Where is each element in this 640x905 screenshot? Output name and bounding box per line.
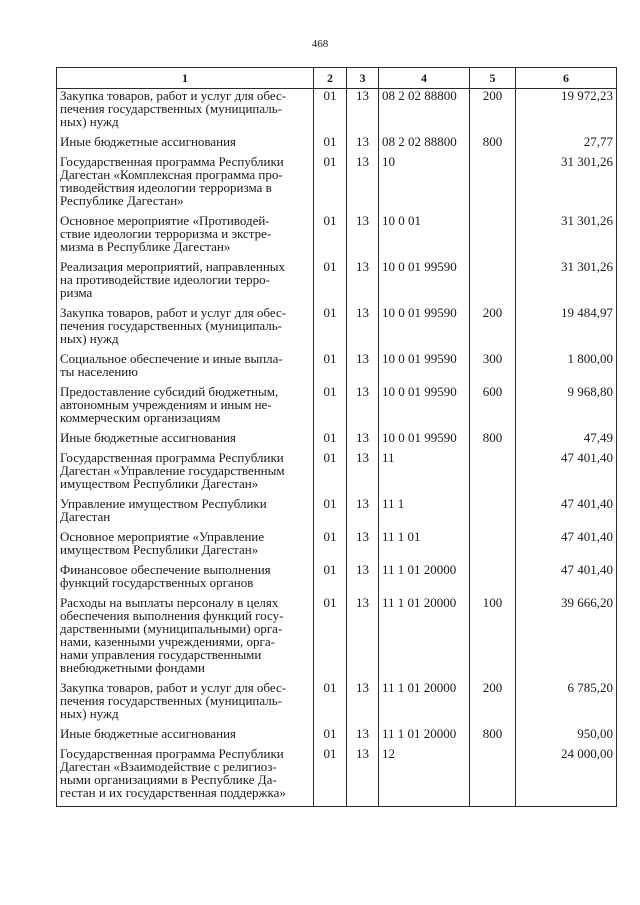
row-name-line: ных) нужд: [60, 706, 119, 721]
row-c4-cell: 11 1 01 20000: [379, 681, 470, 727]
row-name-cell: [57, 135, 314, 155]
row-name-line: Государственная программа Республики: [60, 450, 284, 465]
row-name-cell: [57, 497, 314, 530]
header-cell-2: 2: [314, 68, 347, 89]
row-c6-cell: 47 401,40: [516, 451, 617, 497]
row-name-line: Закупка товаров, работ и услуг для обес-: [60, 680, 287, 695]
row-c4-cell: 10: [379, 155, 470, 214]
row-c4-cell: 08 2 02 88800: [379, 89, 470, 136]
row-c6-cell: 19 972,23: [516, 89, 617, 136]
row-c2-cell: 01: [314, 681, 347, 727]
row-name-line: ризма: [60, 285, 93, 300]
row-name-line: ных) нужд: [60, 331, 119, 346]
row-name-line: имуществом Республики Дагестан»: [60, 476, 259, 491]
row-c2-cell: 01: [314, 451, 347, 497]
row-c5-cell: 200: [470, 306, 516, 352]
table-body: [57, 89, 617, 807]
header-cell-1: 1: [57, 68, 314, 89]
row-c6-cell: 31 301,26: [516, 155, 617, 214]
row-name-line: Закупка товаров, работ и услуг для обес-: [60, 88, 287, 103]
row-name-line: печения государственных (муниципаль-: [60, 693, 283, 708]
row-name-line: Иные бюджетные ассигнования: [60, 134, 237, 149]
row-c3-cell: 13: [347, 563, 379, 596]
row-c2-cell: 01: [314, 431, 347, 451]
row-name-line: ных) нужд: [60, 114, 119, 129]
row-name-line: печения государственных (муниципаль-: [60, 318, 283, 333]
header-cell-5: 5: [470, 68, 516, 89]
row-c6-cell: 27,77: [516, 135, 617, 155]
row-name-cell: [57, 530, 314, 563]
table-row: [57, 385, 617, 431]
row-c3-cell: 13: [347, 260, 379, 306]
row-c4-cell: 11 1 01: [379, 530, 470, 563]
row-c4-cell: 10 0 01 99590: [379, 306, 470, 352]
row-name-cell: [57, 431, 314, 451]
row-name-line: Финансовое обеспечение выполнения: [60, 562, 271, 577]
row-name-line: Предоставление субсидий бюджетным,: [60, 384, 279, 399]
row-name-line: автономным учреждениям и иным не-: [60, 397, 272, 412]
row-name-line: ными организациями в Республике Да-: [60, 772, 277, 787]
table-row: [57, 563, 617, 596]
row-name-cell: [57, 681, 314, 727]
row-c6-cell: 31 301,26: [516, 214, 617, 260]
table-row: [57, 727, 617, 747]
row-name-line: Закупка товаров, работ и услуг для обес-: [60, 305, 287, 320]
row-c6-cell: 19 484,97: [516, 306, 617, 352]
row-c3-cell: 13: [347, 306, 379, 352]
row-name-cell: [57, 89, 314, 136]
row-c4-cell: 11 1 01 20000: [379, 596, 470, 681]
row-name-line: Основное мероприятие «Управление: [60, 529, 265, 544]
row-c3-cell: 13: [347, 747, 379, 807]
row-c5-cell: [470, 260, 516, 306]
row-c3-cell: 13: [347, 135, 379, 155]
table-row: [57, 497, 617, 530]
row-c3-cell: 13: [347, 451, 379, 497]
row-c6-cell: 47 401,40: [516, 530, 617, 563]
header-cell-6: 6: [516, 68, 617, 89]
table-row: [57, 431, 617, 451]
row-name-line: нами, казенными учреждениями, орга-: [60, 634, 275, 649]
row-name-line: Социальное обеспечение и иные выпла-: [60, 351, 283, 366]
row-name-cell: [57, 260, 314, 306]
row-c3-cell: 13: [347, 431, 379, 451]
row-c4-cell: 12: [379, 747, 470, 807]
row-c6-cell: 47 401,40: [516, 563, 617, 596]
row-c5-cell: [470, 563, 516, 596]
row-c5-cell: 800: [470, 727, 516, 747]
row-c2-cell: 01: [314, 214, 347, 260]
row-c5-cell: [470, 451, 516, 497]
row-c5-cell: [470, 497, 516, 530]
row-c2-cell: 01: [314, 385, 347, 431]
row-c2-cell: 01: [314, 530, 347, 563]
row-c6-cell: 1 800,00: [516, 352, 617, 385]
row-name-line: Управление имуществом Республики: [60, 496, 267, 511]
table-row: [57, 89, 617, 136]
row-c2-cell: 01: [314, 596, 347, 681]
row-name-line: Государственная программа Республики: [60, 154, 284, 169]
row-name-cell: [57, 385, 314, 431]
row-c3-cell: 13: [347, 352, 379, 385]
row-c3-cell: 13: [347, 681, 379, 727]
header-cell-3: 3: [347, 68, 379, 89]
row-name-line: ствие идеологии терроризма и экстре-: [60, 226, 272, 241]
row-c3-cell: 13: [347, 385, 379, 431]
row-c5-cell: 200: [470, 681, 516, 727]
table-row: [57, 352, 617, 385]
row-name-line: Государственная программа Республики: [60, 746, 284, 761]
row-c2-cell: 01: [314, 727, 347, 747]
budget-table: [56, 67, 617, 807]
row-name-line: обеспечения выполнения функций госу-: [60, 608, 284, 623]
row-c6-cell: 31 301,26: [516, 260, 617, 306]
row-name-line: дарственными (муниципальными) орга-: [60, 621, 283, 636]
row-c2-cell: 01: [314, 260, 347, 306]
header-cell-4: 4: [379, 68, 470, 89]
row-c5-cell: [470, 530, 516, 563]
table-row: [57, 155, 617, 214]
table-row: [57, 260, 617, 306]
row-name-line: функций государственных органов: [60, 575, 254, 590]
row-name-line: Дагестан «Управление государственным: [60, 463, 285, 478]
row-c3-cell: 13: [347, 530, 379, 563]
table-row: [57, 530, 617, 563]
row-c3-cell: 13: [347, 214, 379, 260]
row-name-line: Иные бюджетные ассигнования: [60, 430, 237, 445]
row-c2-cell: 01: [314, 352, 347, 385]
row-name-line: коммерческим организациям: [60, 410, 221, 425]
row-c2-cell: 01: [314, 155, 347, 214]
table-row: [57, 135, 617, 155]
row-c6-cell: 24 000,00: [516, 747, 617, 807]
row-c3-cell: 13: [347, 155, 379, 214]
row-c2-cell: 01: [314, 306, 347, 352]
row-c2-cell: 01: [314, 747, 347, 807]
row-name-line: Дагестан: [60, 509, 111, 524]
row-c4-cell: 10 0 01 99590: [379, 431, 470, 451]
row-c4-cell: 11 1 01 20000: [379, 563, 470, 596]
row-c6-cell: 47 401,40: [516, 497, 617, 530]
row-name-line: имуществом Республики Дагестан»: [60, 542, 259, 557]
row-name-line: на противодействие идеологии терро-: [60, 272, 270, 287]
row-c6-cell: 9 968,80: [516, 385, 617, 431]
row-c6-cell: 6 785,20: [516, 681, 617, 727]
row-c6-cell: 47,49: [516, 431, 617, 451]
row-name-line: Дагестан «Взаимодействие с религиоз-: [60, 759, 277, 774]
row-c6-cell: 39 666,20: [516, 596, 617, 681]
row-c4-cell: 10 0 01 99590: [379, 352, 470, 385]
row-c5-cell: 600: [470, 385, 516, 431]
row-c2-cell: 01: [314, 89, 347, 136]
row-name-line: Дагестан «Комплексная программа про-: [60, 167, 283, 182]
row-c4-cell: 11: [379, 451, 470, 497]
row-name-cell: [57, 352, 314, 385]
row-c4-cell: 10 0 01 99590: [379, 385, 470, 431]
row-c5-cell: 800: [470, 431, 516, 451]
row-name-line: мизма в Республике Дагестан»: [60, 239, 231, 254]
row-c4-cell: 11 1: [379, 497, 470, 530]
row-name-cell: [57, 214, 314, 260]
row-c5-cell: [470, 214, 516, 260]
row-c5-cell: 100: [470, 596, 516, 681]
row-c3-cell: 13: [347, 497, 379, 530]
row-name-line: Республике Дагестан»: [60, 193, 184, 208]
row-c4-cell: 10 0 01: [379, 214, 470, 260]
row-name-line: Расходы на выплаты персоналу в целях: [60, 595, 279, 610]
row-name-cell: [57, 596, 314, 681]
row-c5-cell: [470, 155, 516, 214]
row-c5-cell: 200: [470, 89, 516, 136]
row-c2-cell: 01: [314, 563, 347, 596]
row-c2-cell: 01: [314, 135, 347, 155]
row-c3-cell: 13: [347, 89, 379, 136]
row-name-line: Реализация мероприятий, направленных: [60, 259, 286, 274]
row-name-line: внебюджетными фондами: [60, 660, 205, 675]
row-name-cell: [57, 155, 314, 214]
table-row: [57, 306, 617, 352]
row-name-cell: [57, 451, 314, 497]
row-name-cell: [57, 563, 314, 596]
row-name-line: Основное мероприятие «Противодей-: [60, 213, 270, 228]
row-c3-cell: 13: [347, 596, 379, 681]
row-name-cell: [57, 306, 314, 352]
header-row: [57, 68, 617, 89]
row-c4-cell: 08 2 02 88800: [379, 135, 470, 155]
row-c3-cell: 13: [347, 727, 379, 747]
row-name-line: нами управления государственными: [60, 647, 262, 662]
row-c5-cell: 300: [470, 352, 516, 385]
page-number: 468: [311, 38, 329, 50]
row-name-line: тиводействия идеологии терроризма в: [60, 180, 272, 195]
row-name-cell: [57, 747, 314, 807]
row-name-line: гестан и их государственная поддержка»: [60, 785, 286, 800]
table-row: [57, 681, 617, 727]
table-row: [57, 596, 617, 681]
table-row: [57, 747, 617, 807]
row-name-line: Иные бюджетные ассигнования: [60, 726, 237, 741]
row-c2-cell: 01: [314, 497, 347, 530]
row-c5-cell: [470, 747, 516, 807]
row-c6-cell: 950,00: [516, 727, 617, 747]
row-name-line: печения государственных (муниципаль-: [60, 101, 283, 116]
row-c4-cell: 10 0 01 99590: [379, 260, 470, 306]
table-row: [57, 451, 617, 497]
row-name-line: ты населению: [60, 364, 138, 379]
row-c4-cell: 11 1 01 20000: [379, 727, 470, 747]
row-c5-cell: 800: [470, 135, 516, 155]
table-row: [57, 214, 617, 260]
row-name-cell: [57, 727, 314, 747]
